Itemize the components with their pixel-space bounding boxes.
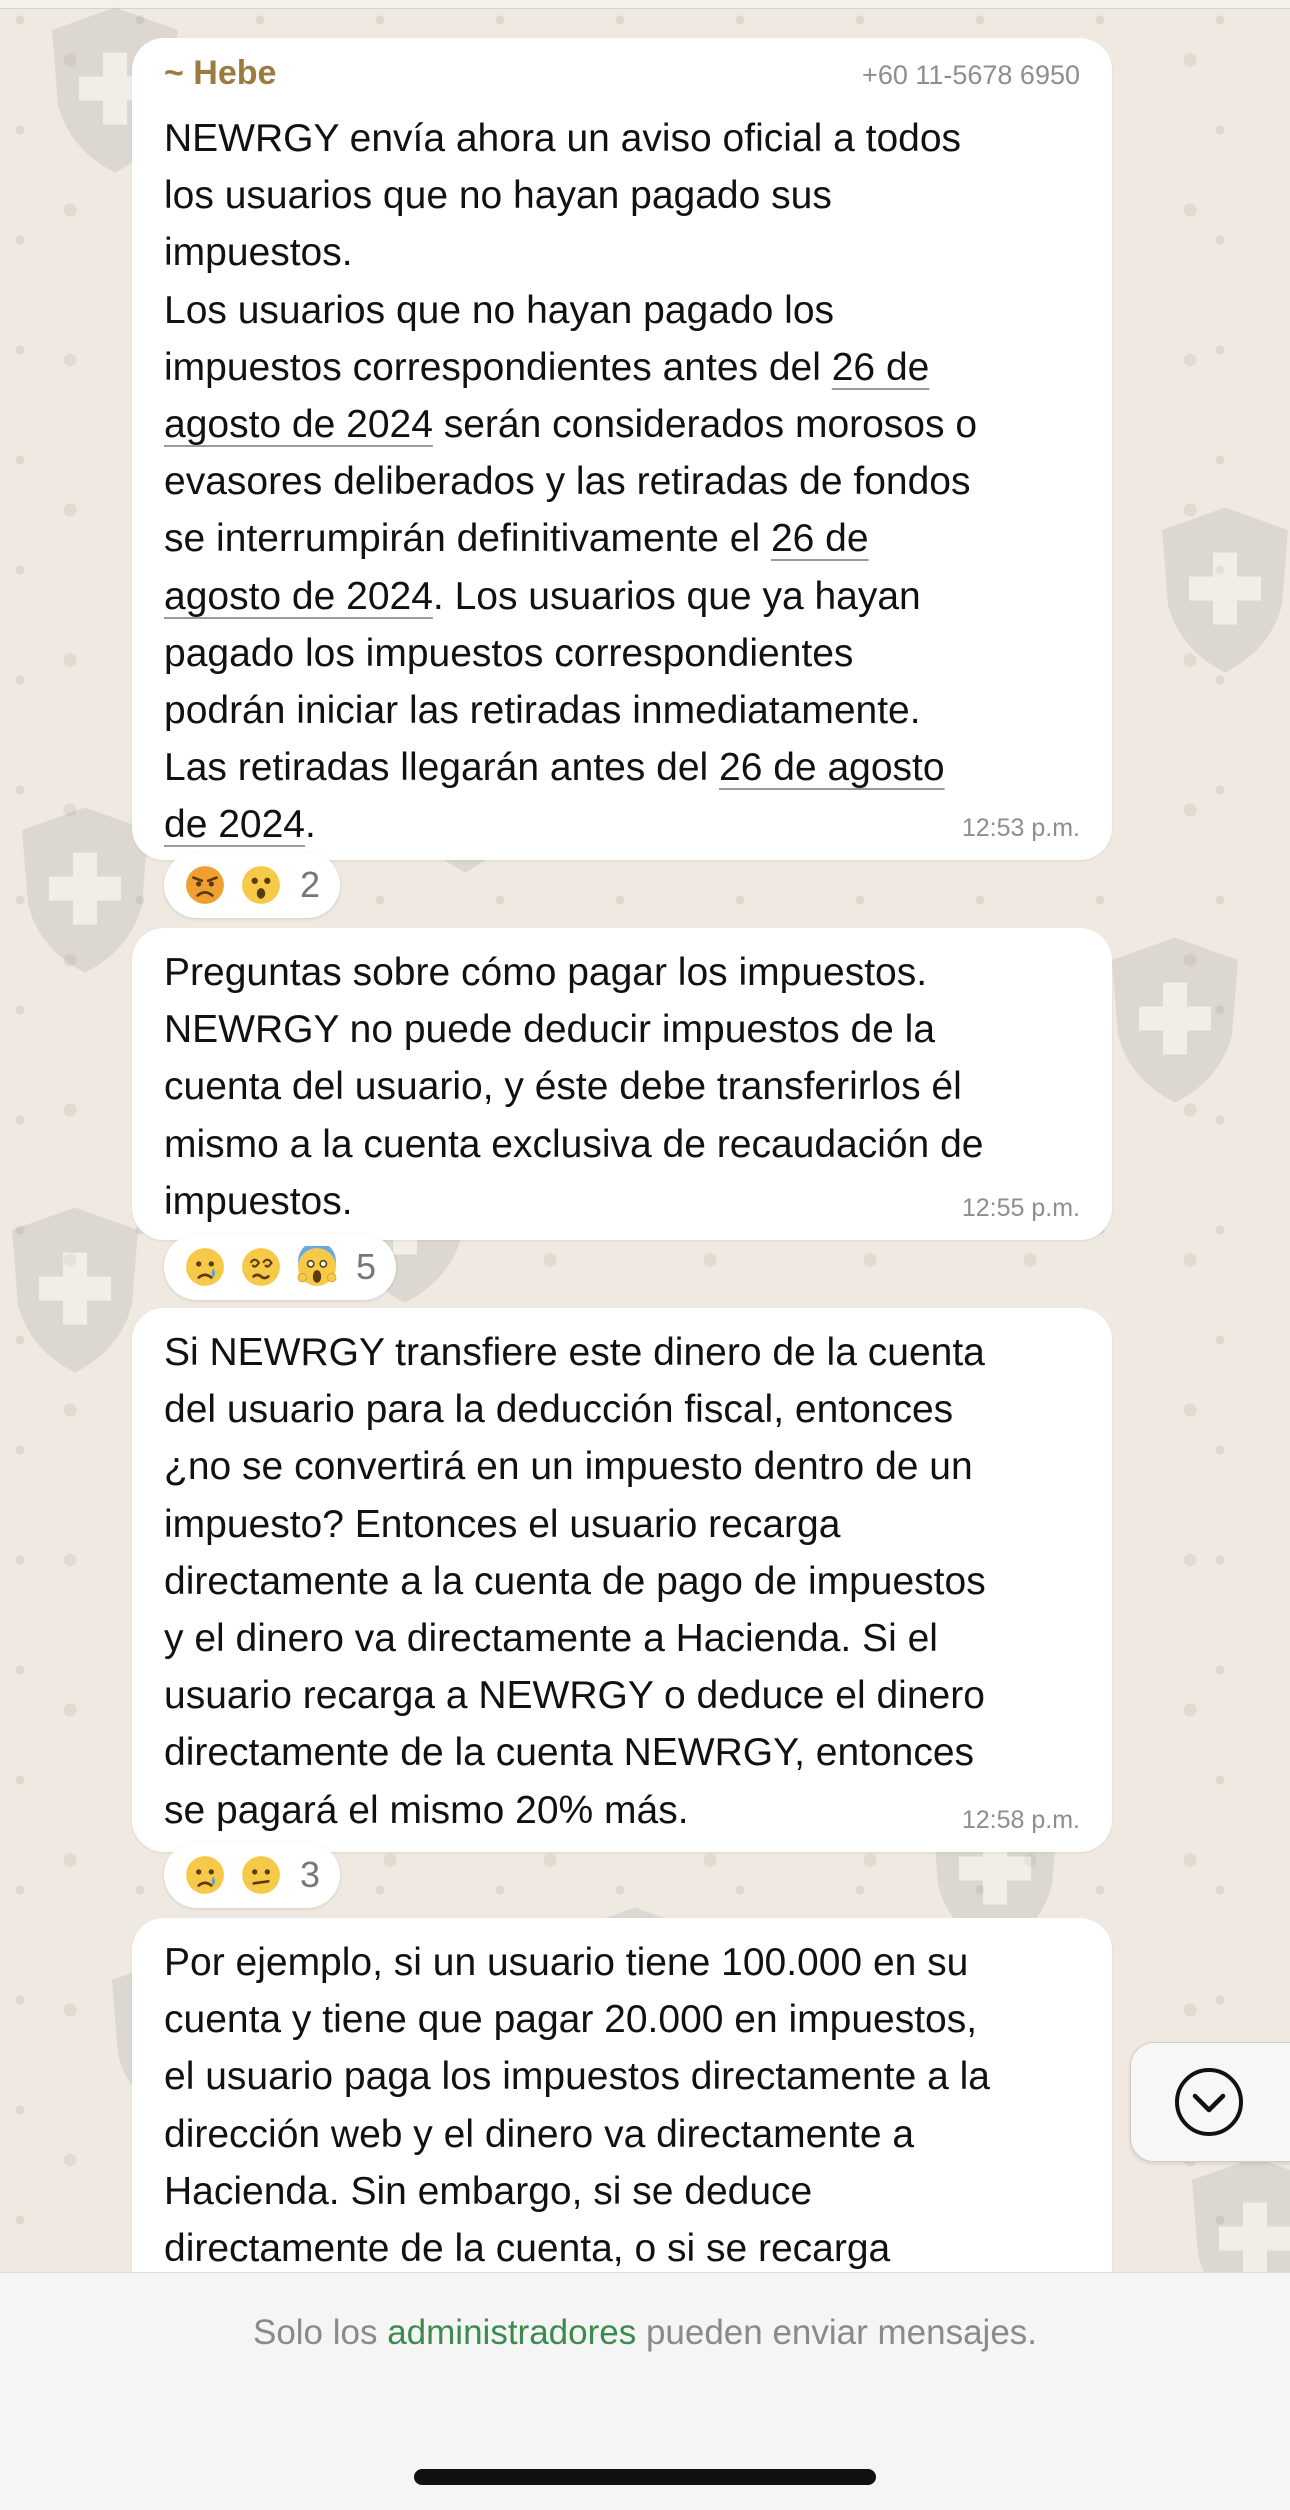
shield-watermark-icon	[1150, 500, 1290, 680]
message-bubble[interactable]	[132, 38, 1112, 860]
message-line	[164, 1381, 986, 1438]
text-segment: pagado los impuestos correspondientes	[164, 631, 854, 675]
message-line	[164, 1991, 990, 2048]
home-indicator[interactable]	[414, 2469, 876, 2485]
reaction-count: 3	[300, 1854, 321, 1895]
screaming-face-emoji	[296, 1246, 338, 1288]
text-segment: se pagará el mismo 20% más.	[164, 1788, 689, 1832]
text-segment: directamente de la cuenta NEWRGY, entonces	[164, 1731, 975, 1775]
date-link[interactable]: 26 de	[831, 345, 930, 389]
message-line	[164, 510, 977, 567]
message-line	[164, 796, 977, 853]
message-line	[164, 396, 977, 453]
message-text	[164, 110, 977, 854]
text-segment: .	[304, 803, 316, 847]
sender-name[interactable]: ~ Hebe	[164, 54, 277, 92]
message-line	[164, 2048, 990, 2105]
date-link[interactable]: agosto de 2024	[164, 403, 433, 447]
text-segment: serán considerados morosos o	[432, 403, 978, 447]
reaction-bar[interactable]	[164, 1234, 396, 1300]
message-line	[164, 2220, 990, 2272]
message-line	[164, 1438, 986, 1495]
administrators-link[interactable]: administradores	[387, 2313, 637, 2352]
message-text	[164, 1324, 986, 1839]
text-segment: Preguntas sobre cómo pagar los impuestos.	[164, 951, 928, 994]
message-line	[164, 110, 977, 167]
text-segment: cuenta del usuario, y éste debe transferirlos él	[164, 1065, 962, 1109]
text-segment: dirección web y el dinero va directamente a	[164, 2112, 915, 2156]
crying-face-emoji	[184, 1246, 226, 1288]
message-line	[164, 625, 977, 682]
shield-watermark-icon	[1180, 2150, 1290, 2272]
text-segment: cuenta y tiene que pagar 20.000 en impuestos,	[164, 1998, 978, 2042]
text-segment: NEWRGY envía ahora un aviso oficial a todos	[164, 117, 962, 160]
text-segment: . Los usuarios que ya hayan	[432, 574, 921, 618]
message-line	[164, 1173, 983, 1230]
shield-watermark-icon	[1100, 930, 1250, 1110]
message-line	[164, 282, 977, 339]
text-segment: impuestos correspondientes antes del	[164, 345, 832, 389]
date-link[interactable]: agosto de 2024	[164, 574, 433, 618]
message-line	[164, 1496, 986, 1553]
admin-only-footer	[0, 2272, 1290, 2510]
chevron-down-icon	[1173, 2066, 1245, 2138]
astonished-face-emoji	[240, 864, 282, 906]
text-segment: se interrumpirán definitivamente el	[164, 517, 771, 561]
reaction-bar[interactable]	[164, 1842, 340, 1908]
text-segment: impuestos.	[164, 231, 353, 275]
text-segment: directamente a la cuenta de pago de impuestos	[164, 1559, 986, 1603]
reaction-count: 5	[356, 1246, 377, 1287]
message-line	[164, 739, 977, 796]
reaction-bar[interactable]	[164, 852, 340, 918]
message-line	[164, 2106, 990, 2163]
text-segment: Las retiradas llegarán antes del	[164, 746, 720, 790]
text-segment: impuestos.	[164, 1179, 353, 1223]
text-segment: directamente de la cuenta, o si se recarga	[164, 2227, 891, 2271]
dizzy-face-emoji	[240, 1246, 282, 1288]
message-bubble[interactable]	[132, 1308, 1112, 1852]
message-line	[164, 1324, 986, 1381]
message-time: 12:53 p.m.	[961, 814, 1080, 842]
text-segment: ¿no se convertirá en un impuesto dentro de un	[164, 1445, 973, 1489]
message-line	[164, 167, 977, 224]
message-line	[164, 1058, 983, 1115]
message-line	[164, 1724, 986, 1781]
text-segment: Por ejemplo, si un usuario tiene 100.000 en su	[164, 1941, 969, 1984]
text-segment: usuario recarga a NEWRGY o deduce el dinero	[164, 1674, 985, 1718]
text-segment: Si NEWRGY transfiere este dinero de la cuenta	[164, 1331, 985, 1374]
message-line	[164, 1667, 986, 1724]
admin-only-notice	[0, 2313, 1290, 2353]
sender-phone: +60 11-5678 6950	[862, 60, 1080, 90]
date-link[interactable]: de 2024	[164, 803, 305, 847]
text-segment: los usuarios que no hayan pagado sus	[164, 174, 832, 218]
message-line	[164, 944, 983, 1001]
message-bubble[interactable]	[132, 1918, 1112, 2272]
text-segment: el usuario paga los impuestos directamente a la	[164, 2055, 990, 2099]
text-segment: impuesto? Entonces el usuario recarga	[164, 1502, 841, 1546]
date-link[interactable]: 26 de	[770, 517, 869, 561]
message-bubble[interactable]	[132, 928, 1112, 1240]
notice-prefix: Solo los	[252, 2313, 388, 2352]
message-line	[164, 2163, 990, 2220]
crying-face-emoji	[184, 1854, 226, 1896]
message-text	[164, 944, 983, 1230]
message-text	[164, 1934, 990, 2272]
message-line	[164, 1610, 986, 1667]
text-segment: del usuario para la deducción fiscal, entonces	[164, 1388, 954, 1432]
text-segment: NEWRGY no puede deducir impuestos de la	[164, 1008, 936, 1052]
text-segment: y el dinero va directamente a Hacienda. Si el	[164, 1617, 938, 1661]
message-line	[164, 1001, 983, 1058]
message-line	[164, 1782, 986, 1839]
message-line	[164, 682, 977, 739]
date-link[interactable]: 26 de agosto	[719, 746, 945, 790]
text-segment: evasores deliberados y las retiradas de fondos	[164, 460, 971, 504]
message-line	[164, 224, 977, 281]
message-line	[164, 568, 977, 625]
message-line	[164, 1553, 986, 1610]
confused-face-emoji	[240, 1854, 282, 1896]
message-line	[164, 339, 977, 396]
reaction-count: 2	[300, 864, 321, 905]
angry-face-emoji	[184, 864, 226, 906]
message-line	[164, 453, 977, 510]
message-line	[164, 1116, 983, 1173]
message-line	[164, 1934, 990, 1991]
notice-suffix: pueden enviar mensajes.	[636, 2313, 1038, 2352]
text-segment: Hacienda. Sin embargo, si se deduce	[164, 2169, 813, 2213]
text-segment: podrán iniciar las retiradas inmediatamente.	[164, 689, 921, 733]
text-segment: Los usuarios que no hayan pagado los	[164, 288, 835, 332]
top-divider	[0, 0, 1290, 9]
message-time: 12:55 p.m.	[961, 1194, 1080, 1222]
text-segment: mismo a la cuenta exclusiva de recaudación de	[164, 1122, 984, 1166]
message-time: 12:58 p.m.	[961, 1806, 1080, 1834]
scroll-to-bottom-button[interactable]	[1130, 2042, 1290, 2162]
shield-watermark-icon	[0, 1200, 150, 1380]
